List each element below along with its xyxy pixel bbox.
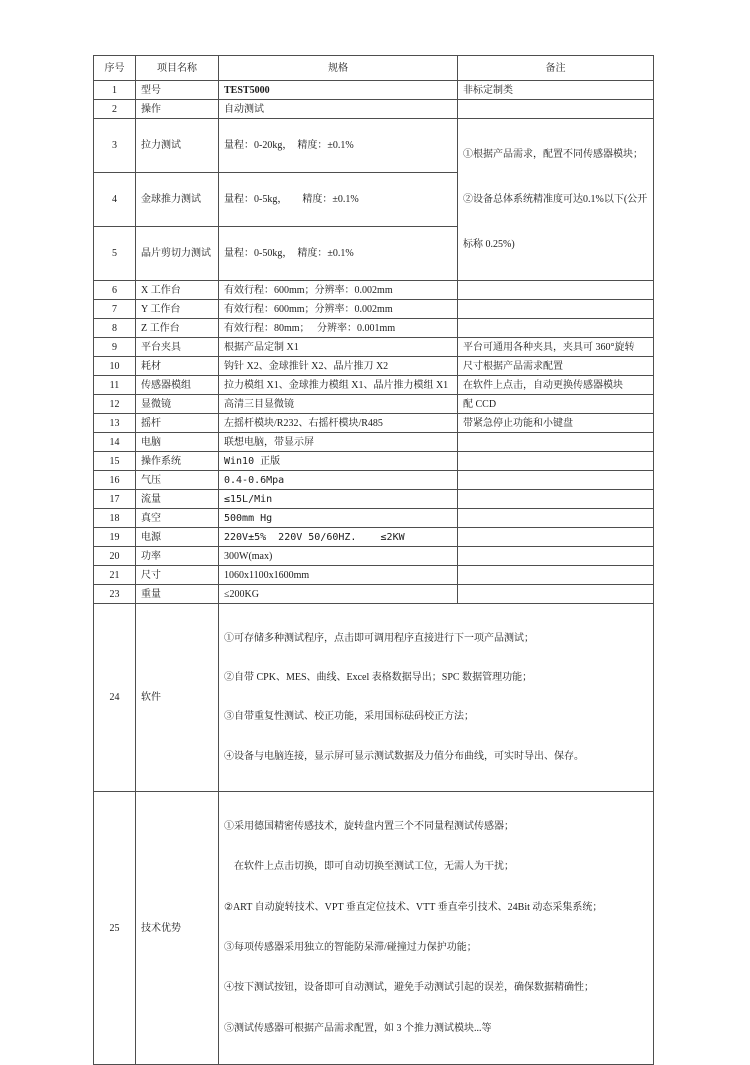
cell-no: 4 xyxy=(94,173,136,227)
cell-no: 3 xyxy=(94,119,136,173)
cell-spec: 220V±5% 220V 50/60HZ. ≤2KW xyxy=(219,528,458,547)
header-remark: 备注 xyxy=(458,56,654,81)
cell-remark xyxy=(458,547,654,566)
cell-spec: ≤15L/Min xyxy=(219,490,458,509)
table-row xyxy=(94,528,654,547)
cell-item-name: 功率 xyxy=(136,547,219,566)
cell-item-name: 流量 xyxy=(136,490,219,509)
cell-no: 17 xyxy=(94,490,136,509)
cell-remark xyxy=(458,528,654,547)
table-row xyxy=(94,547,654,566)
table-row xyxy=(94,414,654,433)
cell-item-name: 平台夹具 xyxy=(136,338,219,357)
cell-remark xyxy=(458,452,654,471)
table-row xyxy=(94,452,654,471)
cell-no: 8 xyxy=(94,319,136,338)
cell-remark xyxy=(458,100,654,119)
table-row xyxy=(94,509,654,528)
spec-line: ③每项传感器采用独立的智能防呆滞/碰撞过力保护功能； xyxy=(224,942,477,954)
cell-remark xyxy=(458,319,654,338)
cell-no: 10 xyxy=(94,357,136,376)
cell-no: 11 xyxy=(94,376,136,395)
cell-spec: 300W(max) xyxy=(219,547,458,566)
cell-remark: 配 CCD xyxy=(458,395,654,414)
cell-remark xyxy=(458,471,654,490)
cell-no: 16 xyxy=(94,471,136,490)
cell-remark xyxy=(458,509,654,528)
cell-remark: 平台可通用各种夹具，夹具可 360°旋转 xyxy=(458,338,654,357)
cell-item-name: 尺寸 xyxy=(136,566,219,585)
cell-no: 24 xyxy=(94,604,136,792)
cell-item-name: X 工作台 xyxy=(136,281,219,300)
table-row xyxy=(94,281,654,300)
spec-line: ②自带 CPK、MES、曲线、Excel 表格数据导出；SPC 数据管理功能； xyxy=(224,672,533,684)
cell-item-name: 操作系统 xyxy=(136,452,219,471)
cell-spec: 联想电脑，带显示屏 xyxy=(219,433,458,452)
cell-spec: 自动测试 xyxy=(219,100,458,119)
cell-no: 23 xyxy=(94,585,136,604)
spec-sheet xyxy=(93,55,654,1065)
cell-spec: ≤200KG xyxy=(219,585,458,604)
cell-no: 9 xyxy=(94,338,136,357)
cell-remark xyxy=(458,566,654,585)
cell-spec: 左摇杆模块/R232、右摇杆模块/R485 xyxy=(219,414,458,433)
table-row xyxy=(94,338,654,357)
cell-remark: 带紧急停止功能和小键盘 xyxy=(458,414,654,433)
cell-item-name: 晶片剪切力测试 xyxy=(136,227,219,281)
cell-spec: 0.4-0.6Mpa xyxy=(219,471,458,490)
cell-item-name: 操作 xyxy=(136,100,219,119)
header-spec: 规格 xyxy=(219,56,458,81)
cell-item-name: 拉力测试 xyxy=(136,119,219,173)
cell-spec: 拉力模组 X1、金球推力模组 X1、晶片推力模组 X1 xyxy=(219,376,458,395)
table-row xyxy=(94,376,654,395)
remark-line: 标称 0.25%) xyxy=(463,239,515,250)
cell-no: 25 xyxy=(94,791,136,1064)
cell-item-name: Y 工作台 xyxy=(136,300,219,319)
cell-remark: 非标定制类 xyxy=(458,81,654,100)
cell-spec: 有效行程：80mm； 分辨率：0.001mm xyxy=(219,319,458,338)
cell-spec: 500mm Hg xyxy=(219,509,458,528)
cell-no: 12 xyxy=(94,395,136,414)
spec-line: ③自带重复性测试、校正功能，采用国标砝码校正方法； xyxy=(224,711,474,723)
cell-spec: 有效行程：600mm；分辨率：0.002mm xyxy=(219,281,458,300)
cell-no: 15 xyxy=(94,452,136,471)
spec-line: ②ART 自动旋转技术、VPT 垂直定位技术、VTT 垂直牵引技术、24Bit 动态采集系统； xyxy=(224,901,603,913)
spec-line: ④按下测试按钮，设备即可自动测试，避免手动测试引起的误差，确保数据精确性； xyxy=(224,982,594,994)
cell-no: 18 xyxy=(94,509,136,528)
cell-no: 21 xyxy=(94,566,136,585)
cell-spec xyxy=(219,791,654,1064)
cell-no: 20 xyxy=(94,547,136,566)
header-no: 序号 xyxy=(94,56,136,81)
cell-item-name: 显微镜 xyxy=(136,395,219,414)
spec-line: ⑤测试传感器可根据产品需求配置，如 3 个推力测试模块...等 xyxy=(224,1022,492,1034)
table-row xyxy=(94,100,654,119)
cell-item-name: 电源 xyxy=(136,528,219,547)
cell-remark xyxy=(458,490,654,509)
cell-remark-merged xyxy=(458,119,654,281)
cell-item-name: 软件 xyxy=(136,604,219,792)
remark-line: ①根据产品需求，配置不同传感器模块； xyxy=(463,149,643,160)
table-row xyxy=(94,471,654,490)
table-row xyxy=(94,604,654,792)
cell-item-name: 真空 xyxy=(136,509,219,528)
table-header-row xyxy=(94,56,654,81)
cell-remark xyxy=(458,433,654,452)
cell-spec: 钩针 X2、金球推针 X2、晶片推刀 X2 xyxy=(219,357,458,376)
spec-line: ①采用德国精密传感技术，旋转盘内置三个不同量程测试传感器； xyxy=(224,820,514,832)
spec-line: ①可存储多种测试程序，点击即可调用程序直接进行下一项产品测试； xyxy=(224,633,534,644)
cell-spec xyxy=(219,604,654,792)
cell-no: 14 xyxy=(94,433,136,452)
cell-spec: 量程：0-5kg， 精度：±0.1% xyxy=(219,173,458,227)
table-row xyxy=(94,433,654,452)
cell-item-name: Z 工作台 xyxy=(136,319,219,338)
table-row xyxy=(94,395,654,414)
cell-no: 6 xyxy=(94,281,136,300)
cell-remark xyxy=(458,281,654,300)
cell-spec: 量程：0-50kg， 精度：±0.1% xyxy=(219,227,458,281)
cell-item-name: 摇杆 xyxy=(136,414,219,433)
cell-no: 19 xyxy=(94,528,136,547)
cell-spec: TEST5000 xyxy=(219,81,458,100)
spec-table xyxy=(93,55,654,1065)
cell-no: 13 xyxy=(94,414,136,433)
table-row xyxy=(94,791,654,1064)
cell-item-name: 耗材 xyxy=(136,357,219,376)
spec-line: 在软件上点击切换，即可自动切换至测试工位，无需人为干扰； xyxy=(224,861,514,873)
cell-item-name: 重量 xyxy=(136,585,219,604)
table-row xyxy=(94,490,654,509)
cell-spec: 1060x1100x1600mm xyxy=(219,566,458,585)
cell-spec: 高清三目显微镜 xyxy=(219,395,458,414)
cell-no: 7 xyxy=(94,300,136,319)
cell-remark xyxy=(458,585,654,604)
table-row xyxy=(94,319,654,338)
cell-item-name: 型号 xyxy=(136,81,219,100)
table-row xyxy=(94,566,654,585)
cell-spec: Win10 正版 xyxy=(219,452,458,471)
cell-item-name: 电脑 xyxy=(136,433,219,452)
cell-no: 1 xyxy=(94,81,136,100)
table-row xyxy=(94,119,654,173)
cell-no: 5 xyxy=(94,227,136,281)
cell-item-name: 金球推力测试 xyxy=(136,173,219,227)
header-item-name: 项目名称 xyxy=(136,56,219,81)
cell-spec: 根据产品定制 X1 xyxy=(219,338,458,357)
table-row xyxy=(94,585,654,604)
cell-item-name: 传感器模组 xyxy=(136,376,219,395)
cell-item-name: 气压 xyxy=(136,471,219,490)
cell-spec: 有效行程：600mm；分辨率：0.002mm xyxy=(219,300,458,319)
cell-remark xyxy=(458,300,654,319)
cell-item-name: 技术优势 xyxy=(136,791,219,1064)
remark-line: ②设备总体系统精准度可达0.1%以下(公开 xyxy=(463,194,648,205)
cell-spec: 量程：0-20kg， 精度：±0.1% xyxy=(219,119,458,173)
table-row xyxy=(94,81,654,100)
cell-remark: 尺寸根据产品需求配置 xyxy=(458,357,654,376)
spec-line: ④设备与电脑连接，显示屏可显示测试数据及力值分布曲线，可实时导出、保存。 xyxy=(224,750,584,762)
cell-no: 2 xyxy=(94,100,136,119)
cell-remark: 在软件上点击，自动更换传感器模块 xyxy=(458,376,654,395)
table-row xyxy=(94,300,654,319)
table-row xyxy=(94,357,654,376)
